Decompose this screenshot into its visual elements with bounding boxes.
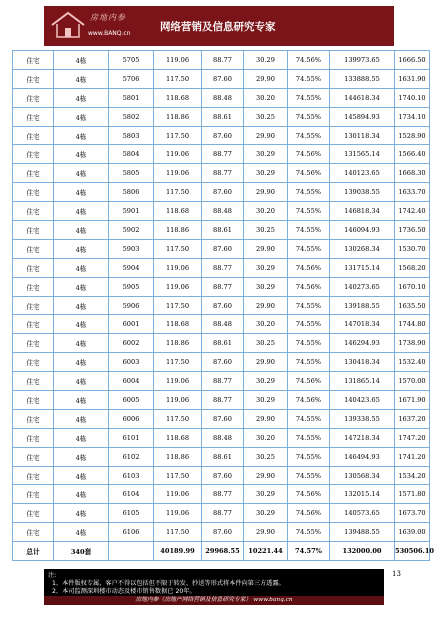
table-cell: 29.90 xyxy=(244,126,288,145)
table-cell: 146494.93 xyxy=(330,447,395,466)
table-cell: 74.55% xyxy=(288,447,330,466)
table-cell: 4栋 xyxy=(54,409,109,428)
table-cell: 131565.14 xyxy=(330,145,395,164)
table-cell: 74.55% xyxy=(288,523,330,542)
table-cell: 住宅 xyxy=(13,523,54,542)
table-cell: 88.77 xyxy=(202,277,244,296)
table-row xyxy=(13,202,430,221)
table-cell: 139038.55 xyxy=(330,183,395,202)
table-cell: 119.06 xyxy=(154,277,202,296)
table-cell: 147018.34 xyxy=(330,315,395,334)
table-cell: 119.06 xyxy=(154,164,202,183)
table-cell: 118.86 xyxy=(154,447,202,466)
table-cell: 6001 xyxy=(109,315,154,334)
table-cell: 住宅 xyxy=(13,126,54,145)
table-cell: 5806 xyxy=(109,183,154,202)
table-cell: 5904 xyxy=(109,258,154,277)
logo-url: www.BANQ.cn xyxy=(88,30,131,37)
table-cell: 139488.55 xyxy=(330,523,395,542)
table-cell: 住宅 xyxy=(13,409,54,428)
table-cell: 87.60 xyxy=(202,239,244,258)
table-cell: 30.29 xyxy=(244,164,288,183)
table-cell: 住宅 xyxy=(13,51,54,70)
table-cell: 30.29 xyxy=(244,504,288,523)
table-cell: 住宅 xyxy=(13,202,54,221)
table-cell: 87.60 xyxy=(202,296,244,315)
table-cell: 住宅 xyxy=(13,221,54,240)
table-cell: 5906 xyxy=(109,296,154,315)
table-cell: 29.90 xyxy=(244,296,288,315)
table-cell: 4栋 xyxy=(54,523,109,542)
table-cell: 88.61 xyxy=(202,221,244,240)
table-cell: 29.90 xyxy=(244,466,288,485)
table-cell: 6104 xyxy=(109,485,154,504)
table-cell: 5805 xyxy=(109,164,154,183)
table-row xyxy=(13,164,430,183)
table-cell: 144618.34 xyxy=(330,88,395,107)
table-cell: 4栋 xyxy=(54,88,109,107)
table-cell: 4栋 xyxy=(54,504,109,523)
sales-table xyxy=(12,50,434,561)
total-cell: 340套 xyxy=(54,542,109,561)
table-row xyxy=(13,221,430,240)
table-cell: 117.50 xyxy=(154,69,202,88)
table-cell: 117.50 xyxy=(154,296,202,315)
table-cell: 1666.50 xyxy=(395,51,430,70)
table-cell: 133888.55 xyxy=(330,69,395,88)
table-cell: 30.29 xyxy=(244,51,288,70)
table-cell: 74.55% xyxy=(288,202,330,221)
table-cell: 74.56% xyxy=(288,504,330,523)
table-cell: 29.90 xyxy=(244,239,288,258)
table-cell: 117.50 xyxy=(154,183,202,202)
table-row xyxy=(13,69,430,88)
table-cell: 5905 xyxy=(109,277,154,296)
table-cell: 6105 xyxy=(109,504,154,523)
table-cell: 4栋 xyxy=(54,485,109,504)
table-cell: 74.55% xyxy=(288,466,330,485)
total-cell: 10221.44 xyxy=(244,542,288,561)
table-cell: 145894.93 xyxy=(330,107,395,126)
table-cell: 88.48 xyxy=(202,202,244,221)
table-cell: 30.20 xyxy=(244,315,288,334)
table-row xyxy=(13,353,430,372)
table-cell: 住宅 xyxy=(13,391,54,410)
table-cell: 74.56% xyxy=(288,145,330,164)
table-row xyxy=(13,258,430,277)
table-cell: 1633.70 xyxy=(395,183,430,202)
table-cell: 88.48 xyxy=(202,315,244,334)
table-cell: 74.56% xyxy=(288,391,330,410)
table-cell: 74.55% xyxy=(288,183,330,202)
table-cell: 5901 xyxy=(109,202,154,221)
table-cell: 住宅 xyxy=(13,277,54,296)
table-cell: 74.56% xyxy=(288,164,330,183)
table-cell: 1741.20 xyxy=(395,447,430,466)
table-cell: 87.60 xyxy=(202,353,244,372)
total-cell: 132000.00 xyxy=(330,542,395,561)
total-cell: 530506.10 xyxy=(395,542,430,561)
table-cell: 130418.34 xyxy=(330,353,395,372)
table-cell: 118.68 xyxy=(154,88,202,107)
table-cell: 住宅 xyxy=(13,258,54,277)
table-cell: 29.90 xyxy=(244,183,288,202)
table-cell: 住宅 xyxy=(13,239,54,258)
table-cell: 6005 xyxy=(109,391,154,410)
table-cell: 住宅 xyxy=(13,296,54,315)
table-cell: 74.55% xyxy=(288,334,330,353)
table-cell: 88.61 xyxy=(202,334,244,353)
table-body xyxy=(13,51,434,561)
table-cell: 住宅 xyxy=(13,107,54,126)
table-cell: 1637.20 xyxy=(395,409,430,428)
table-cell: 74.55% xyxy=(288,88,330,107)
table-cell: 132015.14 xyxy=(330,485,395,504)
table-cell: 1668.30 xyxy=(395,164,430,183)
table-cell: 住宅 xyxy=(13,334,54,353)
table-cell: 30.29 xyxy=(244,258,288,277)
table-cell: 5802 xyxy=(109,107,154,126)
table-cell: 4栋 xyxy=(54,221,109,240)
table-cell: 30.29 xyxy=(244,145,288,164)
table-cell: 119.06 xyxy=(154,258,202,277)
table-cell: 4栋 xyxy=(54,164,109,183)
table-row xyxy=(13,126,430,145)
table-row xyxy=(13,485,430,504)
table-cell: 4栋 xyxy=(54,315,109,334)
table-cell: 1534.20 xyxy=(395,466,430,485)
table-cell: 88.77 xyxy=(202,391,244,410)
table-cell: 1528.90 xyxy=(395,126,430,145)
table-cell: 30.20 xyxy=(244,88,288,107)
table-cell: 30.29 xyxy=(244,391,288,410)
table-cell: 住宅 xyxy=(13,69,54,88)
table-cell: 5902 xyxy=(109,221,154,240)
table-cell: 118.86 xyxy=(154,221,202,240)
table-cell: 住宅 xyxy=(13,353,54,372)
table-cell: 74.56% xyxy=(288,51,330,70)
total-cell: 29968.55 xyxy=(202,542,244,561)
table-cell: 87.60 xyxy=(202,183,244,202)
table-cell: 住宅 xyxy=(13,315,54,334)
table-row xyxy=(13,315,430,334)
table-cell: 74.55% xyxy=(288,428,330,447)
table-row xyxy=(13,334,430,353)
table-cell: 5903 xyxy=(109,239,154,258)
table-cell: 117.50 xyxy=(154,409,202,428)
table-cell: 住宅 xyxy=(13,88,54,107)
table-cell: 1744.80 xyxy=(395,315,430,334)
table-cell: 131865.14 xyxy=(330,372,395,391)
header-banner xyxy=(44,6,394,46)
page-number: 13 xyxy=(392,570,401,578)
table-cell: 74.56% xyxy=(288,485,330,504)
table-cell: 1570.00 xyxy=(395,372,430,391)
table-cell: 6002 xyxy=(109,334,154,353)
table-cell: 118.68 xyxy=(154,428,202,447)
table-cell: 30.20 xyxy=(244,202,288,221)
table-cell: 147218.34 xyxy=(330,428,395,447)
table-cell: 6006 xyxy=(109,409,154,428)
table-cell: 146294.93 xyxy=(330,334,395,353)
table-cell: 1673.70 xyxy=(395,504,430,523)
table-cell: 139973.65 xyxy=(330,51,395,70)
table-cell: 88.77 xyxy=(202,504,244,523)
table-cell: 88.77 xyxy=(202,145,244,164)
table-cell: 4栋 xyxy=(54,107,109,126)
table-cell: 88.77 xyxy=(202,51,244,70)
table-cell: 88.77 xyxy=(202,485,244,504)
table-cell: 1740.10 xyxy=(395,88,430,107)
table-cell: 5706 xyxy=(109,69,154,88)
table-cell: 4栋 xyxy=(54,372,109,391)
table-cell: 1631.90 xyxy=(395,69,430,88)
table-cell: 1736.50 xyxy=(395,221,430,240)
table-cell: 住宅 xyxy=(13,504,54,523)
table-cell: 74.55% xyxy=(288,126,330,145)
total-row xyxy=(13,542,430,561)
table-cell: 4栋 xyxy=(54,183,109,202)
table-cell: 130118.34 xyxy=(330,126,395,145)
table-cell: 4栋 xyxy=(54,277,109,296)
table-cell: 131715.14 xyxy=(330,258,395,277)
table-cell: 117.50 xyxy=(154,126,202,145)
table-cell: 74.55% xyxy=(288,409,330,428)
table-cell: 140423.65 xyxy=(330,391,395,410)
table-cell: 4栋 xyxy=(54,334,109,353)
table-cell: 87.60 xyxy=(202,409,244,428)
table-cell: 74.55% xyxy=(288,221,330,240)
table-cell: 88.48 xyxy=(202,88,244,107)
table-cell: 1738.90 xyxy=(395,334,430,353)
table-cell: 4栋 xyxy=(54,428,109,447)
table-cell: 29.90 xyxy=(244,409,288,428)
table-cell: 1571.80 xyxy=(395,485,430,504)
table-cell: 117.50 xyxy=(154,466,202,485)
table-cell: 4栋 xyxy=(54,239,109,258)
table-cell: 87.60 xyxy=(202,523,244,542)
table-cell: 74.55% xyxy=(288,107,330,126)
table-cell: 74.55% xyxy=(288,239,330,258)
total-cell: 74.57% xyxy=(288,542,330,561)
table-cell: 30.20 xyxy=(244,428,288,447)
table-cell: 住宅 xyxy=(13,447,54,466)
table-cell: 1635.50 xyxy=(395,296,430,315)
table-cell: 1566.40 xyxy=(395,145,430,164)
banner-title: 网络营销及信息研究专家 xyxy=(160,21,276,33)
table-row xyxy=(13,372,430,391)
table-row xyxy=(13,277,430,296)
table-cell: 74.56% xyxy=(288,258,330,277)
table-cell: 117.50 xyxy=(154,353,202,372)
table-cell: 1742.40 xyxy=(395,202,430,221)
table-cell: 87.60 xyxy=(202,466,244,485)
table-cell: 1639.00 xyxy=(395,523,430,542)
table-cell: 74.56% xyxy=(288,372,330,391)
total-cell xyxy=(109,542,154,561)
total-cell: 40189.99 xyxy=(154,542,202,561)
table-cell: 6003 xyxy=(109,353,154,372)
table-cell: 118.68 xyxy=(154,315,202,334)
table-row xyxy=(13,51,430,70)
table-cell: 74.55% xyxy=(288,296,330,315)
table-cell: 146818.34 xyxy=(330,202,395,221)
note-line-2: 2、本司监测深圳楼市动态及楼市销售数据已 20年。 xyxy=(52,588,196,595)
table-cell: 117.50 xyxy=(154,523,202,542)
table-cell: 29.90 xyxy=(244,523,288,542)
table-cell: 119.06 xyxy=(154,391,202,410)
table-cell: 140123.65 xyxy=(330,164,395,183)
table-cell: 118.86 xyxy=(154,334,202,353)
table-row xyxy=(13,409,430,428)
table-cell: 4栋 xyxy=(54,353,109,372)
table-cell: 140573.65 xyxy=(330,504,395,523)
table-cell: 119.06 xyxy=(154,372,202,391)
table-row xyxy=(13,466,430,485)
table-row xyxy=(13,523,430,542)
table-cell: 4栋 xyxy=(54,258,109,277)
table-cell: 30.25 xyxy=(244,334,288,353)
table-cell: 住宅 xyxy=(13,164,54,183)
table-cell: 119.06 xyxy=(154,51,202,70)
table-cell: 30.25 xyxy=(244,447,288,466)
table-cell: 1532.40 xyxy=(395,353,430,372)
table-cell: 140273.65 xyxy=(330,277,395,296)
table-cell: 住宅 xyxy=(13,183,54,202)
table-cell: 住宅 xyxy=(13,485,54,504)
table-cell: 6004 xyxy=(109,372,154,391)
table-cell: 住宅 xyxy=(13,466,54,485)
table-cell: 6106 xyxy=(109,523,154,542)
table-cell: 118.68 xyxy=(154,202,202,221)
table-cell: 4栋 xyxy=(54,447,109,466)
table-row xyxy=(13,296,430,315)
table-row xyxy=(13,504,430,523)
note-label: 注: xyxy=(48,572,57,579)
table-cell: 119.06 xyxy=(154,504,202,523)
table-cell: 87.60 xyxy=(202,126,244,145)
total-cell: 总计 xyxy=(13,542,54,561)
table-cell: 29.90 xyxy=(244,353,288,372)
table-cell: 4栋 xyxy=(54,391,109,410)
table-cell: 74.55% xyxy=(288,69,330,88)
table-cell: 住宅 xyxy=(13,428,54,447)
table-cell: 88.77 xyxy=(202,372,244,391)
house-logo-icon xyxy=(48,9,88,41)
table-row xyxy=(13,107,430,126)
table-cell: 74.56% xyxy=(288,277,330,296)
table-cell: 1734.10 xyxy=(395,107,430,126)
table-cell: 117.50 xyxy=(154,239,202,258)
table-cell: 30.25 xyxy=(244,221,288,240)
table-row xyxy=(13,239,430,258)
table-cell: 29.90 xyxy=(244,69,288,88)
table-cell: 119.06 xyxy=(154,145,202,164)
table-cell: 4栋 xyxy=(54,202,109,221)
table-cell: 住宅 xyxy=(13,145,54,164)
table-cell: 住宅 xyxy=(13,372,54,391)
note-line-1: 1、本件版权专属，客户不得以包括但不限于转发、抄送等形式将本件向第三方透露。 xyxy=(52,580,285,587)
table-cell: 1568.20 xyxy=(395,258,430,277)
table-cell: 74.55% xyxy=(288,315,330,334)
table-cell: 1670.10 xyxy=(395,277,430,296)
table-cell: 30.29 xyxy=(244,372,288,391)
table-cell: 146094.93 xyxy=(330,221,395,240)
table-cell: 4栋 xyxy=(54,296,109,315)
table-cell: 5803 xyxy=(109,126,154,145)
table-cell: 139338.55 xyxy=(330,409,395,428)
footer-bar: 房地内参（房地产网络营销及信息研究专家） www.banq.cn xyxy=(44,596,384,605)
table-cell: 4栋 xyxy=(54,69,109,88)
table-cell: 30.29 xyxy=(244,277,288,296)
table-cell: 4栋 xyxy=(54,51,109,70)
table-cell: 5705 xyxy=(109,51,154,70)
table-cell: 130568.34 xyxy=(330,466,395,485)
table-cell: 6103 xyxy=(109,466,154,485)
table-cell: 130268.34 xyxy=(330,239,395,258)
table-row xyxy=(13,391,430,410)
table-cell: 4栋 xyxy=(54,145,109,164)
table-cell: 88.48 xyxy=(202,428,244,447)
table-cell: 5801 xyxy=(109,88,154,107)
table-cell: 88.77 xyxy=(202,164,244,183)
table-row xyxy=(13,447,430,466)
table-cell: 1747.20 xyxy=(395,428,430,447)
table-cell: 6101 xyxy=(109,428,154,447)
logo-name: 房地内参 xyxy=(90,13,126,22)
table-cell: 87.60 xyxy=(202,69,244,88)
footer-notes xyxy=(44,569,384,605)
table-cell: 5804 xyxy=(109,145,154,164)
table-row xyxy=(13,183,430,202)
table-cell: 119.06 xyxy=(154,485,202,504)
table-cell: 1671.90 xyxy=(395,391,430,410)
table-row xyxy=(13,145,430,164)
table-cell: 30.29 xyxy=(244,485,288,504)
table-row xyxy=(13,88,430,107)
table-cell: 1530.70 xyxy=(395,239,430,258)
table-cell: 118.86 xyxy=(154,107,202,126)
table-cell: 88.77 xyxy=(202,258,244,277)
table-cell: 88.61 xyxy=(202,447,244,466)
table-cell: 139188.55 xyxy=(330,296,395,315)
table-cell: 74.55% xyxy=(288,353,330,372)
table-cell: 6102 xyxy=(109,447,154,466)
table-cell: 30.25 xyxy=(244,107,288,126)
table-cell: 88.61 xyxy=(202,107,244,126)
table-cell: 4栋 xyxy=(54,466,109,485)
table-row xyxy=(13,428,430,447)
table-cell: 4栋 xyxy=(54,126,109,145)
